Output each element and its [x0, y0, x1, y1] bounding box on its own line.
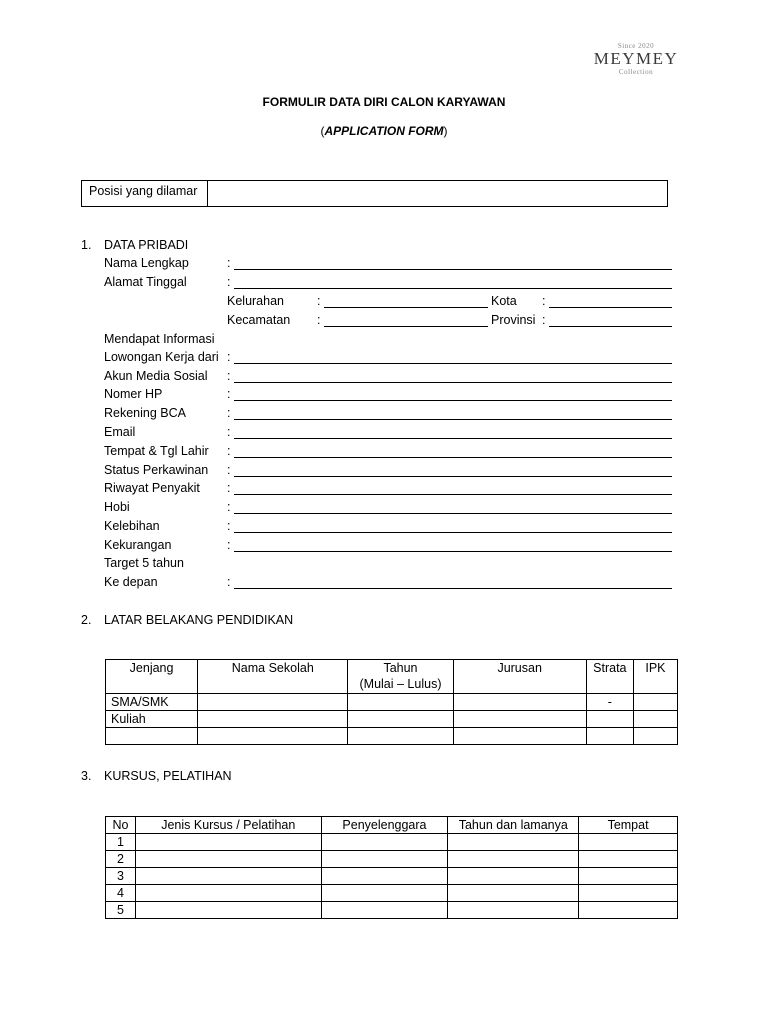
input-cell[interactable] [453, 711, 586, 728]
input-cell[interactable] [448, 885, 579, 902]
input-cell[interactable] [579, 851, 678, 868]
field-colon: : [227, 425, 231, 439]
logo-brand: MEYMEY [593, 49, 679, 68]
education-table [105, 659, 678, 745]
field-input-kelurahan[interactable] [324, 307, 488, 308]
field-label-target2: Ke depan [104, 575, 158, 589]
field-input-kota[interactable] [549, 307, 672, 308]
input-cell[interactable] [448, 868, 579, 885]
field-colon: : [542, 313, 546, 327]
input-cell[interactable] [321, 885, 448, 902]
field-label-kelebihan: Kelebihan [104, 519, 160, 533]
field-input-status[interactable] [234, 476, 672, 477]
field-label-kota: Kota [491, 294, 517, 308]
field-label-info1: Mendapat Informasi [104, 332, 215, 346]
field-label-hobi: Hobi [104, 500, 130, 514]
field-input-kekurangan[interactable] [234, 551, 672, 552]
table-row [106, 885, 678, 902]
field-input-bca[interactable] [234, 419, 672, 420]
input-cell[interactable] [448, 902, 579, 919]
input-cell[interactable] [348, 694, 453, 711]
field-label-nama: Nama Lengkap [104, 256, 189, 270]
field-label-target1: Target 5 tahun [104, 556, 184, 570]
input-cell[interactable] [348, 711, 453, 728]
input-cell[interactable] [135, 834, 321, 851]
logo-since: Since 2020 [617, 42, 655, 50]
col-tahun-lamanya: Tahun dan lamanya [448, 817, 579, 834]
field-label-medsos: Akun Media Sosial [104, 369, 208, 383]
section1-title: DATA PRIBADI [104, 238, 189, 252]
input-cell[interactable] [348, 728, 453, 745]
input-cell[interactable] [135, 868, 321, 885]
input-cell[interactable] [579, 868, 678, 885]
education-header-row [106, 660, 678, 694]
field-label-penyakit: Riwayat Penyakit [104, 481, 200, 495]
section1-number: 1. [81, 238, 92, 252]
position-label: Posisi yang dilamar [89, 184, 198, 198]
input-cell[interactable] [448, 851, 579, 868]
input-cell[interactable] [135, 851, 321, 868]
table-row [106, 851, 678, 868]
input-cell[interactable] [633, 728, 677, 745]
field-input-hp[interactable] [234, 400, 672, 401]
row-number: 1 [106, 834, 136, 851]
field-colon: : [227, 519, 231, 533]
position-input[interactable] [208, 181, 666, 206]
section3-number: 3. [81, 769, 92, 783]
field-colon: : [227, 444, 231, 458]
course-header-row [106, 817, 678, 834]
field-label-kelurahan: Kelurahan [227, 294, 284, 308]
field-input-provinsi[interactable] [549, 326, 672, 327]
field-label-bca: Rekening BCA [104, 406, 186, 420]
field-label-email: Email [104, 425, 136, 439]
input-cell[interactable] [579, 885, 678, 902]
form-title: FORMULIR DATA DIRI CALON KARYAWAN [262, 95, 506, 109]
field-input-info2[interactable] [234, 363, 672, 364]
course-table [105, 816, 678, 919]
field-colon: : [227, 350, 231, 364]
table-row [106, 711, 678, 728]
field-label-status: Status Perkawinan [104, 463, 209, 477]
input-cell[interactable] [198, 728, 348, 745]
input-cell[interactable] [453, 694, 586, 711]
field-input-ttl[interactable] [234, 457, 672, 458]
field-label-alamat: Alamat Tinggal [104, 275, 187, 289]
table-row [106, 868, 678, 885]
field-colon: : [227, 387, 231, 401]
field-input-penyakit[interactable] [234, 494, 672, 495]
col-penyelenggara: Penyelenggara [321, 817, 448, 834]
field-label-kekurangan: Kekurangan [104, 538, 172, 552]
field-colon: : [227, 406, 231, 420]
input-cell[interactable] [135, 902, 321, 919]
col-jenjang: Jenjang [106, 660, 198, 694]
input-cell[interactable] [579, 902, 678, 919]
input-cell[interactable] [198, 694, 348, 711]
field-input-kelebihan[interactable] [234, 532, 672, 533]
field-input-email[interactable] [234, 438, 672, 439]
field-label-kecamatan: Kecamatan [227, 313, 291, 327]
field-colon: : [227, 500, 231, 514]
table-row [106, 728, 678, 745]
strata-cell [586, 711, 633, 728]
field-colon: : [227, 369, 231, 383]
input-cell[interactable] [135, 885, 321, 902]
field-colon: : [317, 313, 321, 327]
col-jenis-kursus: Jenis Kursus / Pelatihan [135, 817, 321, 834]
section2-title: LATAR BELAKANG PENDIDIKAN [104, 613, 294, 627]
field-input-hobi[interactable] [234, 513, 672, 514]
input-cell[interactable] [321, 868, 448, 885]
field-colon: : [227, 463, 231, 477]
field-label-ttl: Tempat & Tgl Lahir [104, 444, 209, 458]
table-row [106, 834, 678, 851]
input-cell[interactable] [633, 694, 677, 711]
table-row [106, 902, 678, 919]
jenjang-cell: SMA/SMK [106, 694, 198, 711]
section2-number: 2. [81, 613, 92, 627]
col-jurusan: Jurusan [453, 660, 586, 694]
field-colon: : [227, 538, 231, 552]
row-number: 5 [106, 902, 136, 919]
input-cell[interactable] [453, 728, 586, 745]
field-colon: : [227, 275, 231, 289]
field-input-nama[interactable] [234, 269, 672, 270]
field-colon: : [542, 294, 546, 308]
input-cell[interactable] [448, 834, 579, 851]
row-number: 3 [106, 868, 136, 885]
input-cell[interactable] [579, 834, 678, 851]
field-colon: : [227, 256, 231, 270]
field-input-medsos[interactable] [234, 382, 672, 383]
input-cell[interactable] [633, 711, 677, 728]
field-input-kecamatan[interactable] [324, 326, 488, 327]
logo-collection: Collection [618, 68, 654, 76]
form-subtitle: (APPLICATION FORM) [320, 124, 448, 138]
col-tahun: Tahun (Mulai – Lulus) [348, 660, 453, 694]
field-colon: : [227, 481, 231, 495]
input-cell[interactable] [198, 711, 348, 728]
row-number: 2 [106, 851, 136, 868]
field-label-info2: Lowongan Kerja dari [104, 350, 219, 364]
table-row [106, 694, 678, 711]
strata-cell: - [586, 694, 633, 711]
field-label-hp: Nomer HP [104, 387, 163, 401]
col-strata: Strata [586, 660, 633, 694]
field-colon: : [317, 294, 321, 308]
section3-title: KURSUS, PELATIHAN [104, 769, 232, 783]
field-input-target2[interactable] [234, 588, 672, 589]
col-no: No [106, 817, 136, 834]
input-cell[interactable] [321, 851, 448, 868]
input-cell[interactable] [321, 834, 448, 851]
col-tempat: Tempat [579, 817, 678, 834]
jenjang-cell: Kuliah [106, 711, 198, 728]
company-logo [590, 42, 682, 76]
field-input-alamat[interactable] [234, 288, 672, 289]
strata-cell[interactable] [586, 728, 633, 745]
col-nama-sekolah: Nama Sekolah [198, 660, 348, 694]
input-cell[interactable] [321, 902, 448, 919]
field-colon: : [227, 575, 231, 589]
field-label-provinsi: Provinsi [491, 313, 536, 327]
col-ipk: IPK [633, 660, 677, 694]
row-number: 4 [106, 885, 136, 902]
jenjang-cell[interactable] [106, 728, 198, 745]
